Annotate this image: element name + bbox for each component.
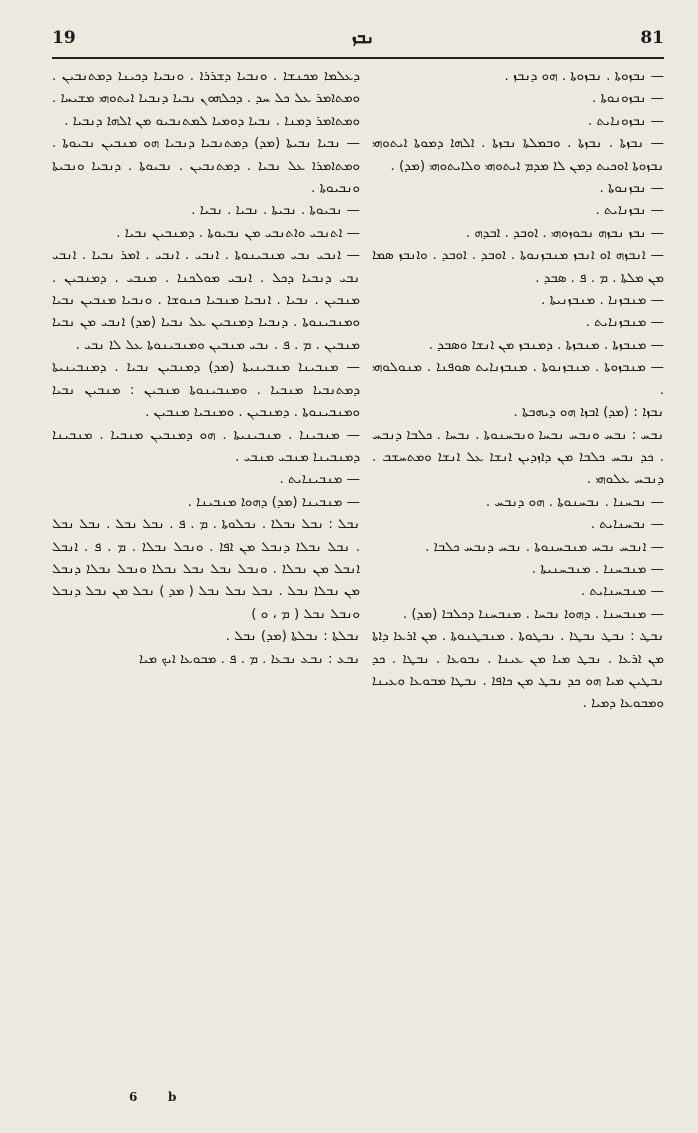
dictionary-entry: — ܢܒܙܘܬܐ . ܢܒܙܘܬܐ . ܗܘ ܕܢܒܙ . [504,69,664,84]
dictionary-entry: — ܢܒܝܘܬܐ . ܢܒܝܬܐ . ܢܒܝܐ . ܢܒܝܐ . [191,203,360,219]
dictionary-entry: — ܡܢܒܙܬܐ . ܡܢܒܙܬܐ . ܕܡܢܒܙ ܡܢ ܐܢܫܐ ܘܣܒܕ . [428,337,664,353]
signature-letter: b [168,1090,177,1104]
right-column [372,66,664,716]
dictionary-entry: — ܡܢܒܝܢܐ ܡܢܒܝܢܝܬܐ (ܡܕ) ܕܡܢܒܝܢ ܢܒܝܐ . ܕܡܢܒܝܢܝܬܐ ܕܡܬܢܒܝܐ ܡܢܒܝܐ . ܘܡܢܒܝܢܘܬܐ ܡܢܒܝܢ : ܡܢܒܝܢ ܢܒܝܐ ܘܡܢܒܝܢܘܬܐ . ܕܡܢܒܝܢ . ܘܡܢܒܝܐ ܡܢܒܝܢ . [52,360,360,421]
dictionary-entry: — ܡܢܒܚܢܐ . ܕܗܘܐ ܢܒܚܐ . ܡܢܒܚܢܐ ܕܟܠܒܐ (ܡܕ) . [402,606,664,622]
dictionary-entry: ܢܒܛ : ܢܒܛ ܢܒܛܐ . ܢܒܛܘܬܐ . ܡܢܒܛܢܘܬܐ . ܡܢ ܐܪܥܐ ܕܐܬܐ ܡܢ ܐܪܥܐ . ܢܒܛ ܡܝܐ ܡܢ ܥܝܢܐ . ܢܒܘܥܐ . ܢܒܛܐ . ܟܕ ܢܒܛܝܢ ܡܝܐ ܗܘ ܟܕ ܢܒܛ ܡܢ ܟܐܦܐ . ܢܒܛܐ ܡܒܘܥܐ ܘܥܝܢܐ ܘܡܒܘܥܐ ܕܡܝܐ . [372,629,664,712]
dictionary-entry: ܢܒܠ : ܢܒܠ ܢܒܠܐ . ܢܒܠܘܬܐ . ܡ . ܦ . ܢܒܠ ܢܒܠ . ܢܒܠ ܢܒܠ . ܢܒܠ ܢܒܠܐ ܕܢܒܠ ܡܢ ܐܦܐ . ܘܢܒܠ ܢܒܠܐ . ܡ . ܦ . ܐܢܒܠ ܐܢܒܠ ܡܢ ܢܒܠܐ . ܘܢܒܠ ܢܒܠ ܢܒܠ ܢܒܠܐ ܘܢܒܠ ܢܒܠܐ ܕܢܒܠ ܡܢ ܢܒܠܐ ܢܒܠ . ܢܒܠ ܢܒܠ ܢܒܠ ( ܡܕ ) ܢܒܠ ܡܢ ܢܒܠ ܕܢܒܠ ܘܢܒܠ ܢܒܠ ( ܡ ، ܘ ) [52,517,360,622]
dictionary-entry: — ܡܢܒܝܢܐܝܬ . [279,472,360,488]
dictionary-entry: — ܢܒܙܘܢܐܝܬ . [587,113,664,129]
page-number-left: 19 [52,28,76,48]
dictionary-entry: ܢܒܠܬܐ : ܢܒܠܬܐ (ܡܕ) ܢܒܠ . [225,629,360,645]
dictionary-entry: — ܡܢܒܝܢܐ (ܡܕ) ܕܗܘܐ ܡܢܒܝܢܐ . [187,494,360,510]
left-column [52,66,360,671]
dictionary-entry: ܢܒܙܐ : (ܡܕ) ܐܒܙܐ ܗܘ ܕܝܗܒܬܐ . [513,405,664,421]
dictionary-entry: — ܡܢܒܚܢܐ . ܡܢܒܚܢܝܬܐ . [531,561,664,577]
dictionary-entry: — ܢܒܙܘܢܘܬܐ . [592,91,664,107]
dictionary-entry: ܕܥܠܡܐ ܡܟܢܫܐ . ܘܢܒܝܐ ܕܫܪܪܐ . ܘܢܒܝܐ ܕܟܝܢܐ ܕܡܬܢܒܝܢ . ܘܡܬܐܡܪ ܥܠ ܟܠ ܚܕ . ܕܟܠܗܘܢ ܢܒܝܐ ܕܢܒܝܐ ܐܝܬܘܗܝ ܡܫܝܚܐ . ܘܡܬܐܡܪ ܕܡܢܐ . ܢܒܝܐ ܕܘܡܝܐ ܠܡܬܢܒܝܘ ܡܢ ܐܠܗܐ ܕܢܒܝܐ . [52,69,360,129]
dictionary-entry: ܢܒܥ : ܢܒܥ ܢܒܥܐ . ܡ . ܦ . ܡܒܘܥܐ ܐܝܟ ܡܝܐ [138,651,360,667]
dictionary-entry: — ܢܒܙܬܐ . ܢܒܙܬܐ . ܘܒܡܠܬܐ ܢܒܙܬܐ . ܐܠܗܐ ܕܡܘܬܐ ܐܝܬܘܗܝ ܢܒܙܘܬܐ ܐܘܟܝܬ ܕܡܢ ܠܐ ܡܕܡ ܐܝܬܘܗܝ ܘܠܐܝܬܘܗܝ (ܡܕ) . [372,136,664,174]
dictionary-entry: — ܐܬܢܒܝ ܘܐܬܢܒܝ ܡܢ ܢܒܝܘܬܐ . ܕܡܢܒܝܢ ܢܒܝܐ . [116,225,360,241]
signature-number: 6 [129,1090,138,1104]
dictionary-entry: — ܢܒܚܢܐ . ܢܒܚܢܘܬܐ . ܗܘ ܕܢܒܚ . [485,494,664,510]
running-head: ܢܒܙ [351,28,375,48]
dictionary-entry: — ܢܒܙܢܐܝܬ . [595,203,664,219]
dictionary-entry: — ܐܢܒܝ ܢܒܝ ܡܢܒܝܢܘܬܐ . ܐܢܒܝ . ܐܢܒܝ . ܐܡܪ ܢܒܝܐ . ܐܢܒܝ ܢܒܝ ܕܢܒܝܐ ܕܟܠ . ܐܢܒܝ ܡܘܠܟܢܐ . ܡܢܒܝ . ܕܡܢܒܝܢ . ܡܢܒܝܢ . ܢܒܝܐ . ܐܢܒܝܐ ܡܢܒܝܐ ܟܢܘܫܐ . ܘܢܒܝܐ ܡܢܒܝܢ ܢܒܝܐ ܘܡܢܒܝܢܘܬܐ . ܕܢܒܝܐ ܕܡܢܒܝܢ ܥܠ ܢܒܝܐ (ܡܕ) ܐܢܒܝ ܡܢ ܢܒܝܐ ܡܢܒܝܢ . ܡ . ܦ . ܢܒܝ ܡܢܒܝܢ ܘܡܢܒܝܢܘܬܐ ܥܠ ܠܐ ܢܒܝ . [52,248,360,353]
dictionary-entry: — ܡܢܒܙܢܐ . ܡܢܒܙܢܝܬܐ . [541,293,664,309]
dictionary-entry: — ܢܒܚܢܐܝܬ . [590,517,664,533]
dictionary-entry: — ܡܢܒܚܢܐܝܬ . [580,584,664,600]
dictionary-entry: — ܡܢܒܙܢܐܝܬ . [585,315,664,331]
page-number-right: 81 [640,28,664,48]
dictionary-entry: — ܐܢܒܙܗ ܐܘ ܐܢܒܙ ܡܢܒܙܢܘܬܐ . ܐܘܒܕ . ܐܘܒܕ . ܘܐܢܒܙ ܣܡܐ ܡܢ ܡܠܬܐ . ܡ . ܦ . ܣܒܕ . [372,248,664,286]
dictionary-entry: — ܢܒܝܐ ܢܒܝܬܐ (ܡܕ) ܕܡܬܢܒܝܐ ܕܢܒܝܐ ܗܘ ܡܢܒܝܢ ܢܒܝܘܬܐ . ܘܡܬܐܡܪܐ ܥܠ ܢܒܝܐ . ܕܡܬܢܒܝܢ . ܢܒܝܘܬܐ . ܕܢܒܝܐ ܘܢܒܝܬܐ ܘܢܒܝܘܬܐ . [52,136,360,197]
page-header [52,28,674,54]
dictionary-entry: ܢܒܚ : ܢܒܚ ܘܢܒܚ ܢܒܚܐ ܘܢܒܚܢܘܬܐ . ܢܒܚܐ . ܟܠܒܐ ܕܢܒܚ . ܟܕ ܢܒܚ ܟܠܒܐ ܡܢ ܕܐܙܕܝܢ ܐܢܫܐ ܥܠ ܐܢܫܐ ܘܡܬܚܫܒ . ܕܢܒܚ ܥܠܘܗܝ . [372,427,664,488]
dictionary-entry: — ܐܢܒܚ ܢܒܚ ܡܢܒܚܢܘܬܐ . ܢܒܚ ܕܢܒܚ ܟܠܒܐ . [425,539,664,555]
header-rule [52,57,664,59]
dictionary-entry: — ܡܢܒܝܢܐ . ܡܢܒܝܢܝܬܐ . ܗܘ ܕܡܢܒܝܢ ܡܢܒܝܐ . ܡܢܒܝܢܐ ܕܡܢܒܝܢܐ ܡܢܒܝ ܡܢܒܝ . [52,427,360,465]
dictionary-entry: — ܢܒܙܢܘܬܐ . [599,181,664,197]
dictionary-entry: — ܡܢܒܙܘܬܐ . ܡܢܒܙܢܘܬܐ . ܡܢܒܙܢܐܝܬ ܣܘܦܢܐ . ܡܢܘܠܘܗܝ . [372,360,664,398]
dictionary-entry: — ܢܒܙ ܢܒܙܗ ܢܒܘܙܘܗܝ . ܐܘܒܕ . ܐܒܕܗ . [465,225,664,241]
